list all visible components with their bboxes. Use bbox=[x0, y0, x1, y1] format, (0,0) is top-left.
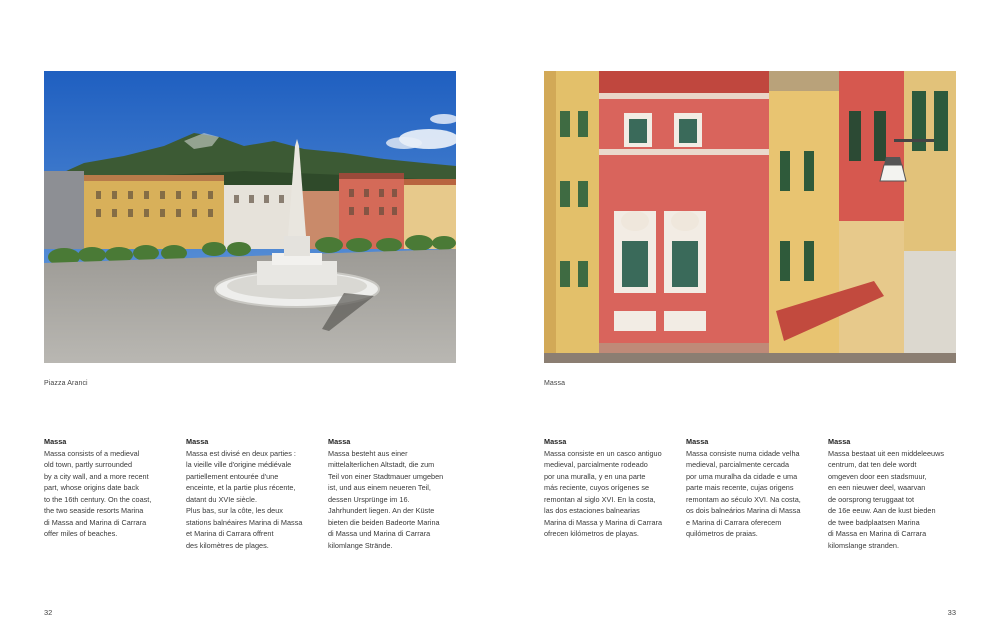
column-title: Massa bbox=[328, 437, 351, 446]
right-page bbox=[500, 0, 1000, 639]
photo-caption: Piazza Aranci bbox=[44, 380, 88, 387]
column-text: Massa consists of a medieval old town, partly surrounded by a city wall, and a more recent part, whose origins date back to the 16th century. On the coast, the two seaside resorts Marina di Massa and Marina di Carrara offer miles of beaches. bbox=[44, 448, 152, 538]
column-text: Massa est divisé en deux parties : la vieille ville d'origine médiévale partiellement entourée d'une enceinte, et la partie plus récente, datant du XVIe siècle. Plus bas, sur la côte, les deux stations balnéaires Marina di Massa et Marina di Carrara offrent des kilomètres de plages. bbox=[186, 448, 303, 550]
column-title: Massa bbox=[186, 437, 209, 446]
column-text: Massa besteht aus einer mittelalterlichen Altstadt, die zum Teil von einer Stadtmauer umgeben ist, und aus einem neueren Teil, dessen Ursprünge im 16. Jahrhundert liegen. An der Küste bieten die beiden Badeorte Marina di Massa und Marina di Carrara kilomlange Strände. bbox=[328, 448, 444, 550]
column-title: Massa bbox=[544, 437, 567, 446]
photo-caption: Massa bbox=[544, 380, 566, 387]
text-column-nl bbox=[828, 436, 958, 551]
massa-photo-illustration bbox=[544, 71, 956, 363]
column-text: Massa consiste en un casco antiguo medieval, parcialmente rodeado por una muralla, y en una parte más reciente, cuyos orígenes se remontan al siglo XVI. En la costa, las dos estaciones balnearias Marina di Massa y Marina di Carrara ofrecen kilómetros de playas. bbox=[544, 448, 663, 538]
column-title: Massa bbox=[686, 437, 709, 446]
column-text: Massa bestaat uit een middeleeuws centrum, dat ten dele wordt omgeven door een stadsmuur, en een nieuwer deel, waarvan de oorsprong teruggaat tot de 16e eeuw. Aan de kust bieden de twee badplaatsen Marina di Massa en Marina di Carrara kilomslange stranden. bbox=[828, 448, 945, 550]
text-column-pt bbox=[686, 436, 816, 540]
page-number: 32 bbox=[44, 608, 53, 617]
column-title: Massa bbox=[828, 437, 851, 446]
text-column-es bbox=[544, 436, 674, 540]
piazza-aranci-photo bbox=[44, 71, 456, 363]
column-title: Massa bbox=[44, 437, 67, 446]
piazza-photo-illustration bbox=[44, 71, 456, 363]
text-column-de bbox=[328, 436, 458, 551]
page-number: 33 bbox=[947, 608, 956, 617]
text-column-fr bbox=[186, 436, 316, 551]
text-column-en bbox=[44, 436, 174, 540]
massa-street-photo bbox=[544, 71, 956, 363]
column-text: Massa consiste numa cidade velha medieval, parcialmente cercada por uma muralha da cidade e uma parte mais recente, cujas origens remontam ao século XVI. Na costa, os dois balneários Marina di Massa e Marina di Carrara oferecem quilómetros de praias. bbox=[686, 448, 801, 538]
